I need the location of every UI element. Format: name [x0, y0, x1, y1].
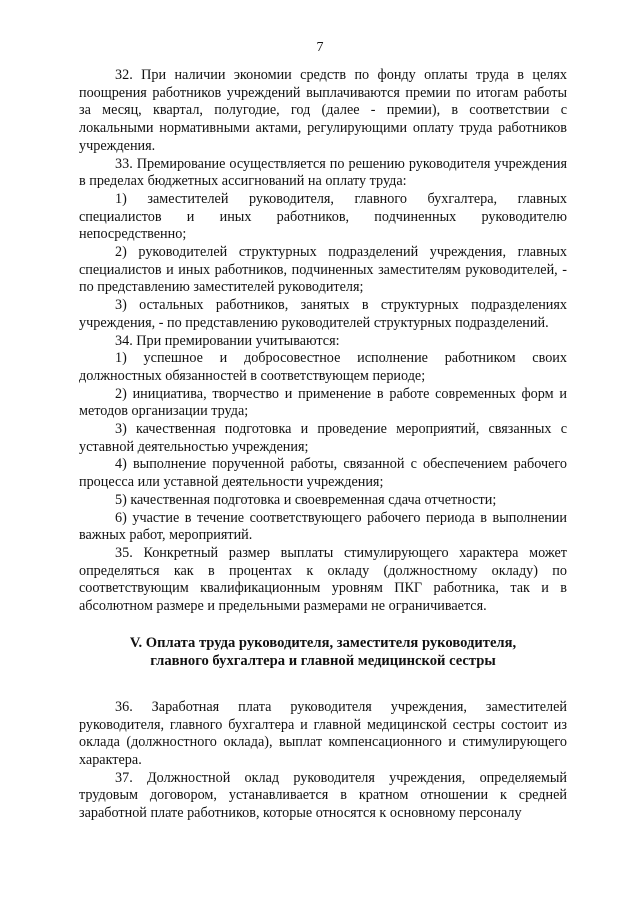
- section-heading: [79, 634, 567, 670]
- paragraph-34-item-5: 5) качественная подготовка и своевременная сдача отчетности;: [115, 491, 497, 508]
- paragraph-34-item-3: 3) качественная подготовка и проведение мероприятий, связанных с уставной деятельностью учреждения;: [79, 421, 567, 455]
- paragraph-33-item-1: 1) заместителей руководителя, главного бухгалтера, главных специалистов и иных работников, подчиненных руководителю непосредственно;: [79, 190, 567, 243]
- document-body: [79, 67, 567, 823]
- paragraph-34-item-1: 1) успешное и добросовестное исполнение работником своих должностных обязанностей в соответствующем периоде;: [79, 350, 567, 384]
- paragraph-33: 33. Премирование осуществляется по решению руководителя учреждения в пределах бюджетных ассигнований на оплату труда:: [79, 155, 567, 190]
- paragraph-32: 32. При наличии экономии средств по фонду оплаты труда в целях поощрения работников учреждений выплачиваются премии по итогам работы за месяц, квартал, полугодие, год (далее - премии), в соответствии с локальными нормативными актами, регулирующими оплату труда работников учреждения.: [79, 67, 567, 154]
- section-heading-line-1: V. Оплата труда руководителя, заместителя руководителя,: [129, 634, 517, 651]
- paragraph-36: 36. Заработная плата руководителя учреждения, заместителей руководителя, главного бухгалтера и главной медицинской сестры состоит из оклада (должностного оклада), выплат компенсационного и стимулирующего характера.: [79, 698, 567, 768]
- paragraph-37: 37. Должностной оклад руководителя учреждения, определяемый трудовым договором, устанавливается в кратном отношении к средней заработной плате работников, которые относятся к основному персоналу: [79, 769, 567, 822]
- paragraph-34-item-2: 2) инициатива, творчество и применение в работе современных форм и методов организации труда;: [79, 385, 567, 420]
- paragraph-34-item-4: 4) выполнение порученной работы, связанной с обеспечением рабочего процесса или уставной деятельности учреждения;: [79, 456, 567, 491]
- section-heading-line-2: главного бухгалтера и главной медицинской сестры: [150, 652, 496, 669]
- paragraph-33-item-3: 3) остальных работников, занятых в структурных подразделениях учреждения, - по представлению руководителей структурных подразделений.: [79, 297, 567, 331]
- page-number: 7: [316, 40, 324, 55]
- paragraph-34-item-6: 6) участие в течение соответствующего рабочего периода в выполнении важных работ, мероприятий.: [79, 509, 567, 544]
- paragraph-34: 34. При премировании учитываются:: [115, 332, 340, 349]
- paragraph-35: 35. Конкретный размер выплаты стимулирующего характера может определяться как в процентах к окладу (должностному окладу) по соответствующим квалификационным уровням ПКГ работника, так и в абсолютном размере и предельными размерами не ограничивается.: [79, 544, 567, 615]
- paragraph-33-item-2: 2) руководителей структурных подразделений учреждения, главных специалистов и иных работников, подчиненных заместителям руководителей, - по представлению заместителей руководителя;: [79, 244, 567, 296]
